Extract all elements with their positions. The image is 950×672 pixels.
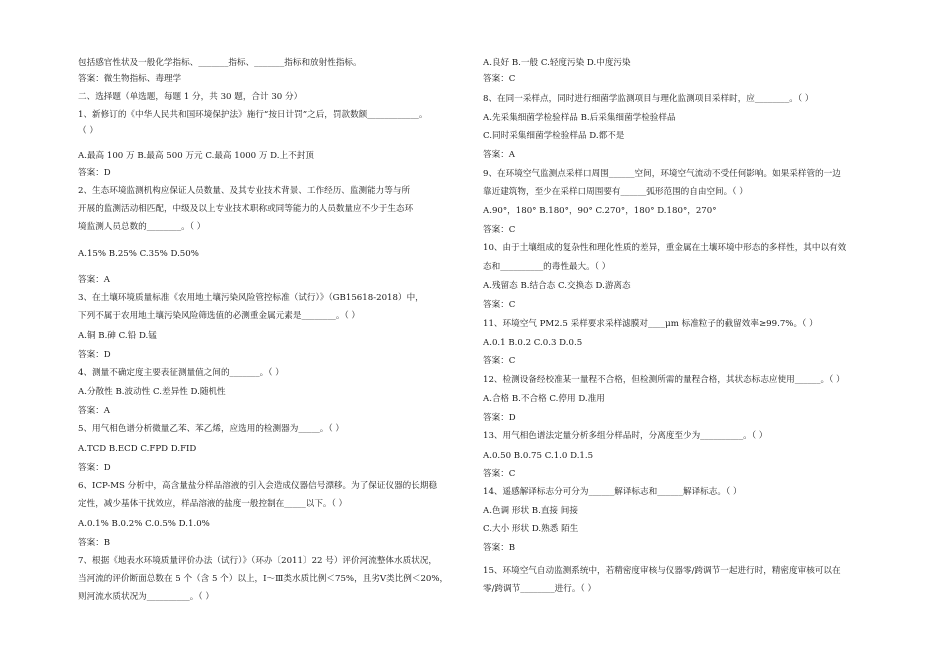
question-2-options: A.15% B.25% C.35% D.50% (78, 249, 199, 259)
question-1: 1、新修订的《中华人民共和国环境保护法》施行“按日计罚”之后，罚款数额____________。 (78, 110, 428, 120)
question-7-options: A.良好 B.一般 C.轻度污染 D.中度污染 (483, 58, 631, 68)
question-2-line-3: 境监测人员总数的________。（ ） (78, 222, 206, 232)
answer: 答案：D (78, 463, 111, 473)
question-7-line-3: 则河流水质状况为__________。（ ） (78, 592, 214, 602)
section-heading: 二、选择题（单选题，每题 1 分，共 30 题，合计 30 分） (78, 92, 303, 102)
answer: 答案：A (483, 150, 515, 160)
answer: 答案：微生物指标、毒理学 (78, 74, 182, 84)
question-8: 8、在同一采样点，同时进行细菌学监测项目与理化监测项目采样时，应________。（ ） (483, 94, 814, 104)
question-15-line-2: 零/跨调节________进行。（ ） (483, 584, 597, 594)
question-15: 15、环境空气自动监测系统中，若精密度审核与仪器零/跨调节一起进行时，精密度审核可以在 (483, 566, 841, 576)
answer: 答案：A (78, 275, 110, 285)
answer: 答案：C (483, 225, 516, 235)
question-9: 9、在环境空气监测点采样口周围______空间，环境空气流动不受任何影响。如果采样管的一边 (483, 169, 841, 179)
answer: 答案：C (483, 356, 516, 366)
question-5-options: A.TCD B.ECD C.FPD D.FID (78, 444, 197, 454)
answer: 答案：D (483, 413, 516, 423)
question-3: 3、在土壤环境质量标准《农用地土壤污染风险管控标准（试行）》（GB15618-2018）中， (78, 293, 424, 303)
question-13-options: A.0.50 B.0.75 C.1.0 D.1.5 (483, 451, 594, 461)
question-11-options: A.0.1 B.0.2 C.0.3 D.0.5 (483, 338, 583, 348)
question-4-options: A.分散性 B.波动性 C.差异性 D.随机性 (78, 387, 226, 397)
answer: 答案：D (78, 350, 111, 360)
answer: 答案：B (483, 543, 516, 553)
answer: 答案：B (78, 538, 111, 548)
question-13: 13、用气相色谱法定量分析多组分样品时，分离度至少为__________。（ ） (483, 431, 768, 441)
question-14-options-ab: A.色调 形状 B.直接 间接 (483, 506, 578, 516)
question-6-line-2: 定性，减少基体干扰效应，样品溶液的盐度一般控制在_____以下。（ ） (78, 499, 348, 509)
answer: 答案：C (483, 74, 516, 84)
question-6: 6、ICP-MS 分析中，高含量盐分样品溶液的引入会造成仪器信号漂移。为了保证仪器的长期稳 (78, 481, 438, 491)
question-2-line-2: 开展的监测活动相匹配，中级及以上专业技术职称或同等能力的人员数量应不少于生态环 (78, 204, 414, 214)
question-4: 4、测量不确定度主要表征测量值之间的_______。（ ） (78, 368, 284, 378)
answer: 答案：C (483, 300, 516, 310)
answer: 答案：A (78, 406, 110, 416)
question-7: 7、根据《地表水环境质量评价办法（试行）》（环办〔2011〕22 号）评价河流整体水质状况， (78, 556, 437, 566)
q-fill-continuation: 包括感官性状及一般化学指标、_______指标、_______指标和放射性指标。 (78, 58, 362, 68)
question-1-bracket: （ ） (78, 126, 98, 136)
question-8-options-ab: A.先采集细菌学检验样品 B.后采集细菌学检验样品 (483, 113, 676, 123)
question-1-options: A.最高 100 万 B.最高 500 万元 C.最高 1000 万 D.上不封顶 (78, 151, 314, 161)
question-12-options: A.合格 B.不合格 C.停用 D.准用 (483, 394, 605, 404)
question-10-line-2: 态和__________的毒性最大。（ ） (483, 262, 611, 272)
question-9-line-2: 靠近建筑物，至少在采样口周围要有______弧形范围的自由空间。（ ） (483, 187, 748, 197)
question-7-line-2: 当河流的评价断面总数在 5 个（含 5 个）以上，Ⅰ～Ⅲ类水质比例＜75%，且劣Ⅴ类比例＜20%， (78, 574, 449, 584)
question-14-options-cd: C.大小 形状 D.熟悉 陌生 (483, 524, 579, 534)
question-12: 12、检测设备经校准某一量程不合格，但检测所需的量程合格，其状态标志应使用______。（ ） (483, 375, 845, 385)
question-2: 2、生态环境监测机构应保证人员数量、及其专业技术背景、工作经历、监测能力等与所 (78, 186, 411, 196)
question-9-options: A.90°，180° B.180°，90° C.270°，180° D.180°，270° (483, 206, 717, 216)
question-14: 14、遥感解译标志分可分为______解译标志和______解译标志。（ ） (483, 487, 742, 497)
question-10-options: A.残留态 B.结合态 C.交换态 D.游离态 (483, 281, 631, 291)
question-3-line-2: 下列不属于农用地土壤污染风险筛选值的必测重金属元素是________。（ ） (78, 311, 361, 321)
question-8-options-cd: C.同时采集细菌学检验样品 D.都不是 (483, 131, 625, 141)
answer: 答案：D (78, 168, 111, 178)
answer: 答案：C (483, 469, 516, 479)
question-6-options: A.0.1% B.0.2% C.0.5% D.1.0% (78, 519, 210, 529)
question-5: 5、用气相色谱分析微量乙苯、苯乙烯，应选用的检测器为_____。（ ） (78, 424, 345, 434)
question-3-options: A.铜 B.砷 C.铅 D.锰 (78, 331, 157, 341)
question-11: 11、环境空气 PM2.5 采样要求采样滤膜对____μm 标准粒子的截留效率≥99.7%。（ ） (483, 319, 818, 329)
question-10: 10、由于土壤组成的复杂性和理化性质的差异，重金属在土壤环境中形态的多样性，其中以有效 (483, 243, 847, 253)
